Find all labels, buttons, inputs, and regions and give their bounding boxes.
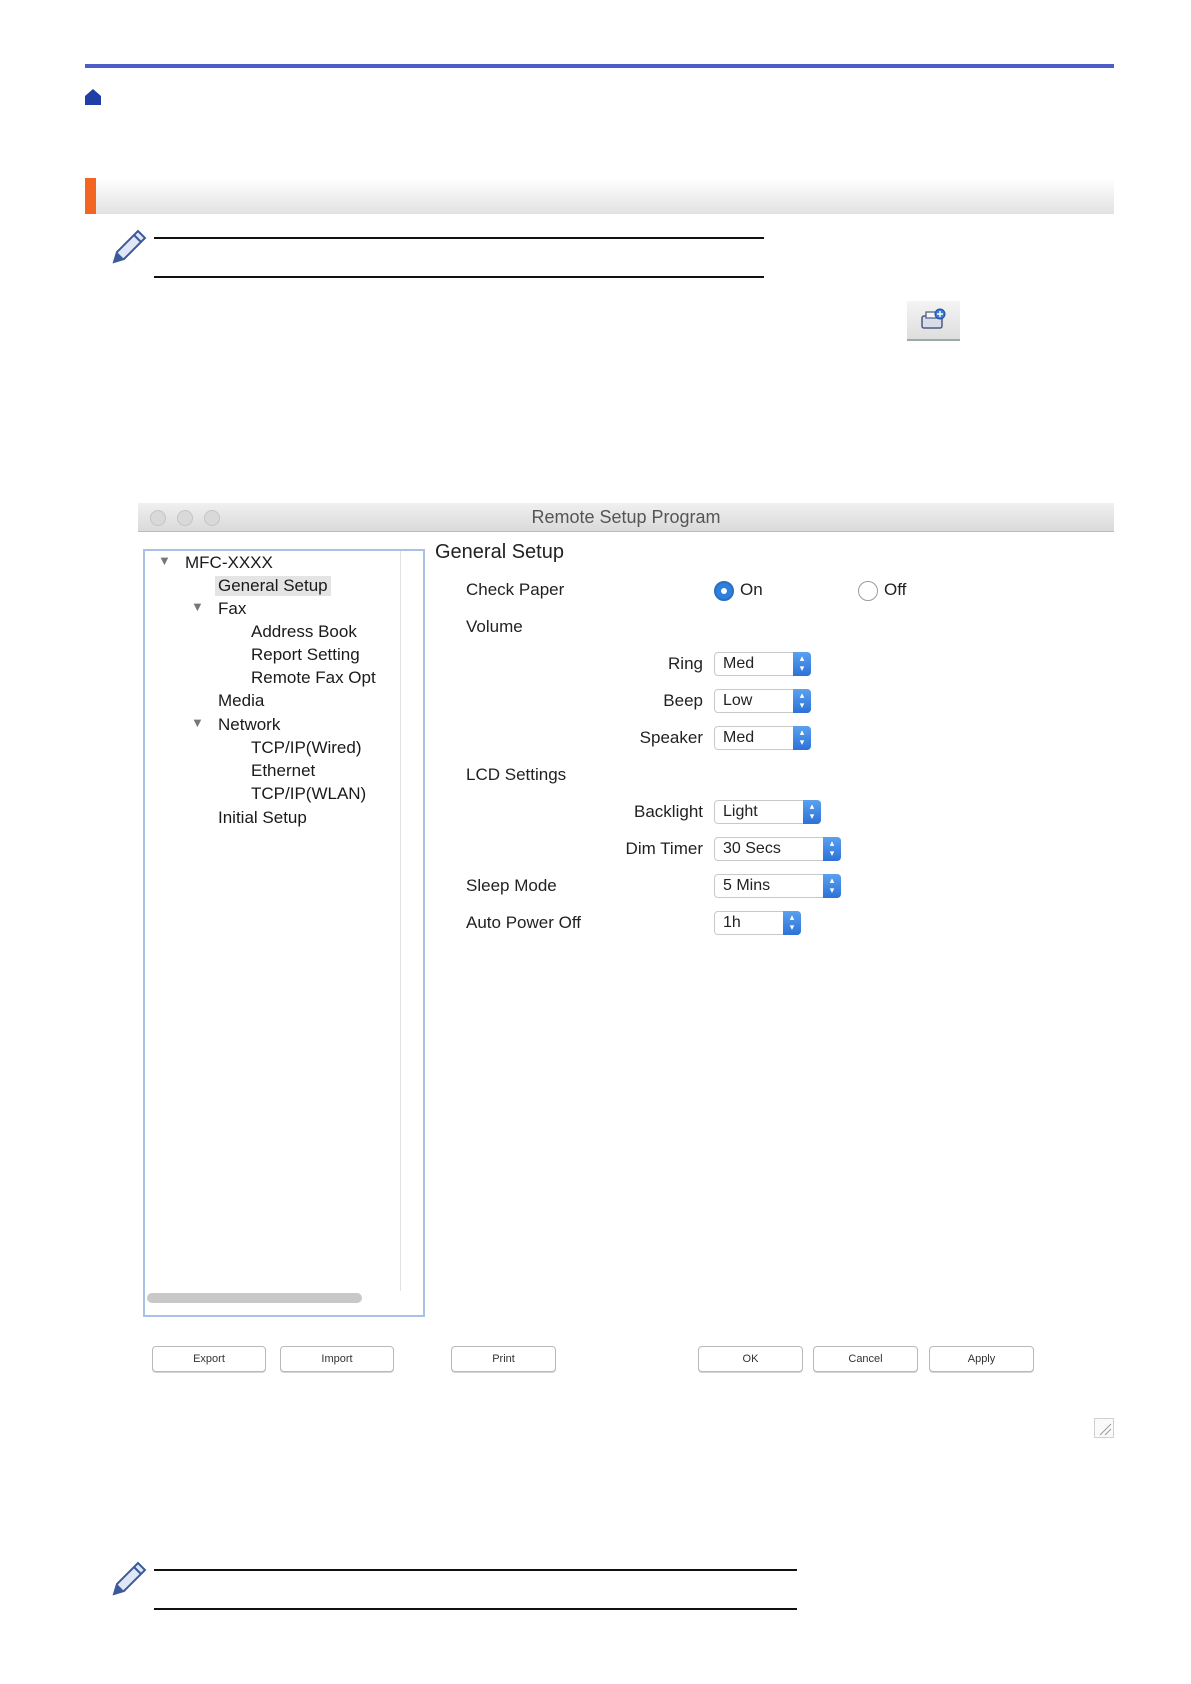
sleep-mode-label: Sleep Mode	[466, 876, 557, 895]
export-button[interactable]: Export	[152, 1346, 266, 1372]
pencil-note-icon	[108, 1560, 148, 1600]
tree-item-media[interactable]: Media	[218, 691, 265, 710]
window-title: Remote Setup Program	[531, 507, 721, 527]
window-title-bar	[138, 503, 1114, 532]
pencil-note-icon	[108, 228, 148, 268]
tree-divider	[400, 551, 401, 1291]
check-paper-off-radio[interactable]	[858, 581, 878, 601]
disclosure-triangle-icon[interactable]: ▼	[158, 553, 171, 568]
volume-label: Volume	[466, 617, 523, 636]
tree-item-fax[interactable]: Fax	[218, 599, 247, 618]
ring-select[interactable]	[714, 652, 811, 676]
ring-label: Ring	[668, 654, 703, 673]
check-paper-on-label[interactable]: On	[740, 580, 763, 599]
cancel-button[interactable]: Cancel	[813, 1346, 918, 1372]
stepper-arrows-icon	[793, 726, 811, 750]
tree-item-initial-setup[interactable]: Initial Setup	[218, 808, 307, 827]
check-paper-on-radio[interactable]	[714, 581, 734, 601]
tree-item-report-setting[interactable]: Report Setting	[251, 645, 360, 664]
auto-power-off-select-value: 1h	[723, 914, 741, 931]
stepper-arrows-icon	[793, 689, 811, 713]
check-paper-off-label[interactable]: Off	[884, 580, 907, 599]
section-header-bar	[85, 178, 1114, 214]
note-rule-top	[154, 1569, 797, 1571]
beep-select-value: Low	[723, 692, 753, 709]
remote-setup-icon	[919, 307, 947, 333]
tree-item-tcpip-wired[interactable]: TCP/IP(Wired)	[251, 738, 362, 757]
speaker-label: Speaker	[639, 728, 703, 747]
note-rule-bottom	[154, 1608, 797, 1610]
ok-button[interactable]: OK	[698, 1346, 803, 1372]
import-button[interactable]: Import	[280, 1346, 394, 1372]
tree-item-remote-fax-opt[interactable]: Remote Fax Opt	[251, 668, 376, 687]
tree-horizontal-scrollbar[interactable]	[147, 1293, 362, 1303]
beep-label: Beep	[663, 691, 703, 710]
tree-item-ethernet[interactable]: Ethernet	[251, 761, 316, 780]
sleep-mode-select-value: 5 Mins	[723, 877, 771, 894]
remote-setup-button[interactable]	[907, 301, 960, 341]
tree-item-general-setup[interactable]: General Setup	[215, 576, 331, 596]
note-rule-bottom	[154, 276, 764, 278]
dim-timer-select[interactable]	[714, 837, 841, 861]
stepper-arrows-icon	[803, 800, 821, 824]
auto-power-off-select[interactable]	[714, 911, 801, 935]
print-button[interactable]: Print	[451, 1346, 556, 1372]
tree-item-device[interactable]: MFC-XXXX	[185, 553, 273, 572]
check-paper-label: Check Paper	[466, 580, 565, 599]
minimize-window-button[interactable]	[177, 510, 193, 526]
stepper-arrows-icon	[793, 652, 811, 676]
dim-timer-select-value: 30 Secs	[723, 840, 781, 857]
close-window-button[interactable]	[150, 510, 166, 526]
stepper-arrows-icon	[783, 911, 801, 935]
home-icon[interactable]	[84, 88, 102, 106]
disclosure-triangle-icon[interactable]: ▼	[191, 599, 204, 614]
zoom-window-button[interactable]	[204, 510, 220, 526]
sleep-mode-select[interactable]	[714, 874, 841, 898]
stepper-arrows-icon	[823, 874, 841, 898]
note-rule-top	[154, 237, 764, 239]
speaker-select-value: Med	[723, 729, 755, 746]
panel-title: General Setup	[435, 541, 564, 563]
section-accent	[85, 178, 96, 214]
backlight-label: Backlight	[634, 802, 703, 821]
dim-timer-label: Dim Timer	[625, 839, 703, 858]
apply-button[interactable]: Apply	[929, 1346, 1034, 1372]
tree-item-network[interactable]: Network	[218, 715, 281, 734]
lcd-settings-label: LCD Settings	[466, 765, 567, 784]
ring-select-value: Med	[723, 655, 755, 672]
tree-item-tcpip-wlan[interactable]: TCP/IP(WLAN)	[251, 784, 367, 803]
tree-item-address-book[interactable]: Address Book	[251, 622, 357, 641]
auto-power-off-label: Auto Power Off	[466, 913, 581, 932]
stepper-arrows-icon	[823, 837, 841, 861]
resize-grip-icon[interactable]	[1094, 1418, 1114, 1438]
top-rule	[85, 64, 1114, 68]
backlight-select[interactable]	[714, 800, 821, 824]
backlight-select-value: Light	[723, 803, 758, 820]
disclosure-triangle-icon[interactable]: ▼	[191, 715, 204, 730]
beep-select[interactable]	[714, 689, 811, 713]
speaker-select[interactable]	[714, 726, 811, 750]
